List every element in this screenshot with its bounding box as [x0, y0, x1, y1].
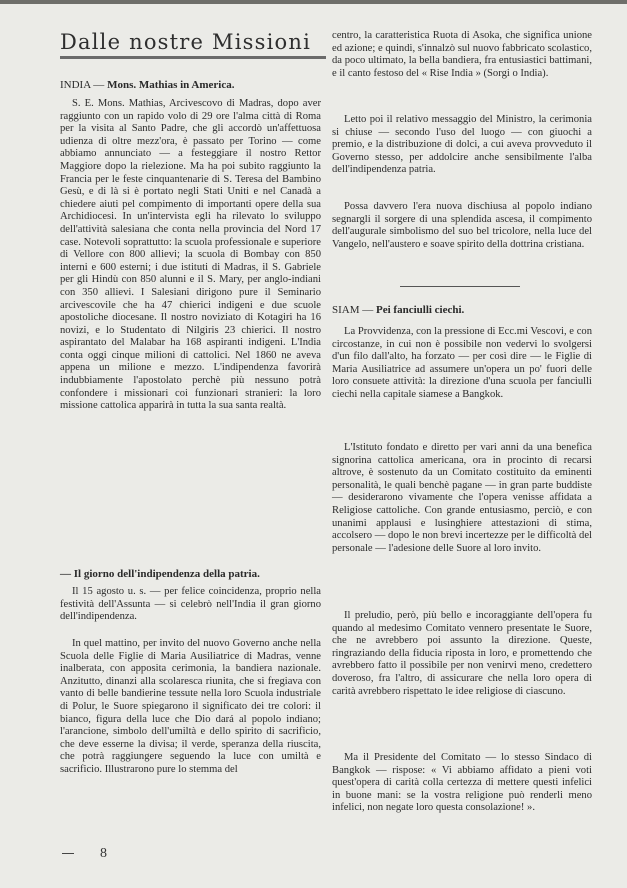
independence-paragraph-1: Il 15 agosto u. s. — per felice coincidenza, proprio nella festività dell'Assunta — si celebrò nell'India il gran giorno dell'indipendenza.: [60, 586, 321, 623]
siam-paragraph-4: Ma il Presidente del Comitato — lo stesso Sindaco di Bangkok — rispose: « Vi abbiamo affidato a pieni voti quest'opera di carità colla certezza di mettere questi infelici in buone mani: se la vostra religione può renderli meno infelici, non negate loro questa consolazione! ».: [332, 752, 592, 814]
independence-paragraph-2: In quel mattino, per invito del nuovo Governo anche nella Scuola delle Figlie di Maria Ausiliatrice di Madras, venne inalberata, con apposita cerimonia, la bandiera nazionale. Anzitutto, dinanzi alla scolaresca riunita, che si fregiava con vanto di belle bandierine tessute nella loro Scuola industriale di Polur, le Suore spiegarono il significato dei tre colori: il bianco, figura della luce che Dio dará al popolo indiano; l'arancione, simbolo dell'umiltà e dello spirito di sacrificio, che deve esserne la divisa; il verde, speranza della riuscita, che potrà raggiungere seguendo la luce con umiltà e sacrificio. Illustrarono pure lo stemma del: [60, 638, 321, 775]
page-title: Dalle nostre Missioni: [60, 30, 311, 54]
independence-paragraph-4: Letto poi il relativo messaggio del Ministro, la cerimonia si chiuse — secondo l'uso del luogo — con giuochi a premio, e la distribuzione di dolci, a cui aveva provveduto il Governo stesso, per addolcire anche sensibilmente l'alba dell'indipendenza patria.: [332, 114, 592, 176]
independence-paragraph-3: centro, la caratteristica Ruota di Asoka, che significa unione ed azione; e quindi, s'innalzò sul nuovo fabbricato scolastico, da poco ultimato, la bella bandiera, fra entusiastici battimani, e il canto festoso del « Rise India » (Sorgi o India).: [332, 30, 592, 79]
india-paragraph-1: S. E. Mons. Mathias, Arcivescovo di Madras, dopo aver raggiunto con un rapido volo di 29 ore l'alma città di Roma per la visita al Santo Padre, che gli accordò un'affettuosa udienza di oltre mezz'ora, è passato per Torino — come abbiamo annunciato — a festeggiare il nostro Rettor Maggiore dopo la rielezione. Ma ha poi subito raggiunto la Francia per le feste cinquantenarie di S. Teresa del Bambino Gesù, e di là si è portato negli Stati Uniti e nel Canadà a chiedere aiuti pel compimento di importanti opere della sua Archidiocesi. In un'intervista egli ha rilevato lo sviluppo dell'attività salesiana che conta nella provincia del Nord 17 case. Notevoli soprattutto: la scuola professionale e superiore di Vellore con 800 allievi; la scuola di Bombay con 850 interni e 600 esterni; i due istituti di Madras, il S. Gabriele per gli Hindù con 850 alunni e il S. Mary, per anglo-indiani con 350 allievi. I Salesiani dirigono pure il Seminario arcivescovile che ha 47 chierici indigeni e due scuole apostoliche diocesane. Il nostro noviziato di Kotagiri ha 16 novizi, e lo Studentato di Nilgiris 23 chierici. Il nostro aspirantato del Malabar ha 168 aspiranti indigeni. L'India conta oggi cinque milioni di cattolici. Nel 1860 ne aveva appena un milione e mezzo. L'indipendenza favorirà indubbiamente l'apostolato perchè più nessuno potrà confondere i missionari coi funzionari stranieri: la loro missione cattolica apparirà in tutta la sua santa realtà.: [60, 98, 321, 412]
siam-paragraph-3: Il preludio, però, più bello e incoraggiante dell'opera fu quando al medesimo Comitato vennero presentate le Suore, che ne avrebbero poi assunto la direzione. Queste, ringraziando della fiducia riposta in loro, e promettendo che avrebbero fatto il possibile per non venirvi meno, credettero doveroso, fra l'altro, di assicurare che nella loro opera di carità avrebbero rispettato le idee religiose di ciascuno.: [332, 610, 592, 697]
independence-heading: [60, 567, 322, 581]
india-heading: [60, 78, 322, 92]
page-number: 8: [100, 846, 107, 861]
siam-heading-label: SIAM —: [332, 304, 377, 316]
independence-paragraph-5: Possa davvero l'era nuova dischiusa al popolo indiano segnargli il sorgere di una splendida ascesa, il compimento dell'augurale simbolismo del suo bel tricolore, nella luce del Vangelo, nell'austero e soave spirito della dottrina cristiana.: [332, 201, 592, 250]
siam-heading-title: Pei fanciulli ciechi.: [376, 304, 465, 316]
siam-paragraph-1: La Provvidenza, con la pressione di Ecc.mi Vescovi, e con circostanze, in cui non è possibile non vedervi lo svolgersi d'un filo dall'alto, ha forzato — per così dire — le Figlie di Maria Ausiliatrice ad assumere un'opera un po' fuori delle loro consuete attività: la direzione d'una scuola per fanciulli ciechi nella capitale siamese a Bangkok.: [332, 326, 592, 400]
section-divider: [400, 286, 520, 287]
siam-heading: [332, 303, 592, 317]
top-border: [0, 0, 627, 4]
india-heading-title: Mons. Mathias in America.: [107, 79, 235, 91]
footer-dash: [62, 853, 74, 854]
independence-heading-text: — Il giorno dell'indipendenza della patria.: [60, 568, 260, 580]
title-rule: [60, 56, 326, 59]
siam-paragraph-2: L'Istituto fondato e diretto per vari anni da una benefica signorina cattolica americana, ora in procinto di recarsi altrove, è sostenuto da un Comitato costituito da eminenti personalità, le quali benchè pagane — in gran parte buddiste — desiderarono vivamente che l'opera venisse affidata a Religiose cattoliche. Con grande entusiasmo, perciò, e con unanimi applausi e lusinghiere attestazioni di stima, accolsero — dopo le non brevi incertezze per le difficoltà del personale — l'adesione delle Suore al loro invito.: [332, 442, 592, 554]
india-heading-label: INDIA —: [60, 79, 108, 91]
